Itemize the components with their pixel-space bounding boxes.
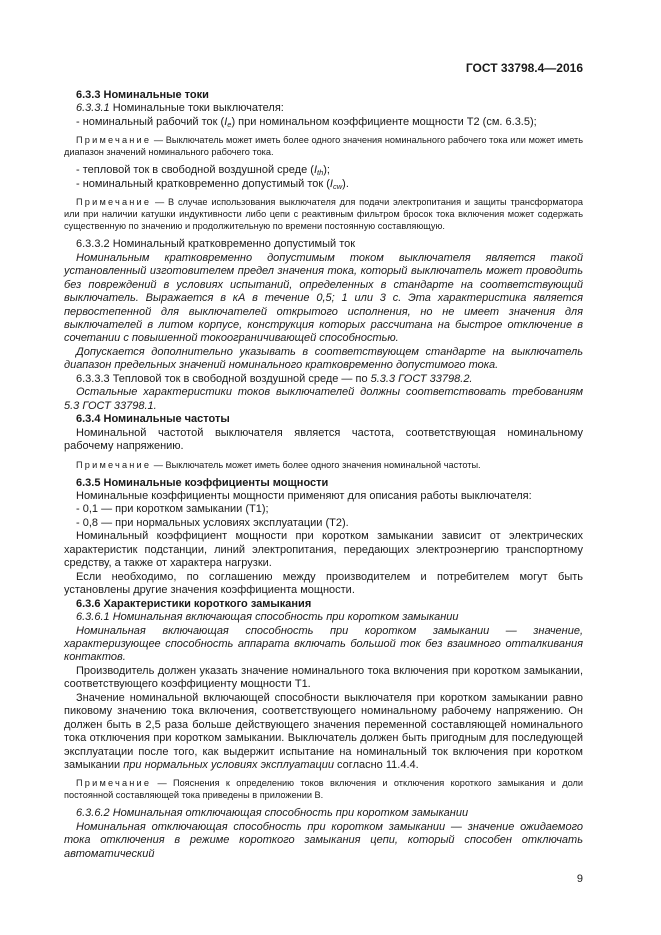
subscript: th: [317, 168, 324, 178]
note: [64, 134, 583, 158]
text: );: [323, 164, 330, 177]
paragraph: Номинальный коэффициент мощности при коротком замыкании зависит от электрических характеристик подстанции, линий электропитания, передающих электроэнергию транспортному средству, а также от характера нагрузки.: [64, 530, 583, 570]
paragraph: Номинальные коэффициенты мощности применяют для описания работы выключателя:: [76, 489, 532, 502]
document-header: ГОСТ 33798.4—2016: [465, 61, 583, 75]
paragraph: [64, 373, 583, 386]
paragraph: [64, 692, 583, 773]
clause-number: 6.3.3.1: [76, 102, 110, 115]
list-item: [64, 164, 583, 177]
note-label: Примечание: [76, 459, 152, 470]
note-label: Примечание: [76, 778, 152, 789]
note-text: — В случае использования выключателя для подачи электропитания и защиты трансформатора или при наличии катушки индуктивности либо цепи с реактивным фильтром бросок тока включения может содержать существенную по значению и продолжительную по времени постоянную составляющую.: [64, 197, 583, 232]
section-heading: 6.3.4 Номинальные частоты: [76, 413, 230, 426]
document-body: [64, 89, 583, 861]
section-heading: 6.3.3 Номинальные токи: [76, 89, 209, 101]
subclause-title: 6.3.3.2 Номинальный кратковременно допустимый ток: [76, 238, 356, 251]
reference: 5.3.3 ГОСТ 33798.2.: [370, 372, 473, 385]
subscript: e: [227, 119, 232, 129]
paragraph: Производитель должен указать значение номинального тока включения при коротком замыкании, соответствующего коэффициенту мощности Т1.: [64, 664, 583, 691]
text: - тепловой ток в свободной воздушной среде (: [76, 164, 314, 177]
definition-paragraph: Номинальная включающая способность при коротком замыкании — значение, характеризующее способность аппарата включать большой ток без взаимного отталкивания контактов.: [64, 624, 583, 664]
note: [64, 459, 583, 471]
note: [64, 196, 583, 232]
section-heading: 6.3.5 Номинальные коэффициенты мощности: [76, 476, 329, 489]
list-item: - 0,1 — при коротком замыкании (Т1);: [76, 503, 269, 516]
note-label: Примечание: [76, 135, 152, 146]
subclause-title: 6.3.6.1 Номинальная включающая способность при коротком замыкании: [76, 611, 459, 624]
section-heading: 6.3.6 Характеристики короткого замыкания: [76, 597, 312, 610]
text: Значение номинальной включающей способности выключателя при коротком замыкании равно пиковому значению тока включения, соответствующего номинальному рабочему напряжению. Он должен быть в 2,5 раза больше действующего значения переменной составляющей номинального тока отключения при коротком замыкании. Выключатель должен быть пригодным для последующей эксплуатации после того, как выдержит испытание на номинальный ток включения при коротком замыкании: [64, 691, 583, 772]
text: согласно 11.4.4.: [334, 759, 419, 772]
list-item: [64, 178, 583, 191]
text: - номинальный рабочий ток (: [76, 115, 225, 128]
note-text: — Выключатель может иметь более одного значения номинального рабочего тока или может иметь диапазон значений номинального рабочего тока.: [64, 135, 583, 158]
definition-paragraph: Номинальным кратковременно допустимым током выключателя является такой установленный изготовителем предел значения тока, который выключатель может проводить без повреждений в условиях испытаний, определенных в стандарте на соответствующий выключатель. Выражается в кА в течение 0,5; 1 или 3 с. Эта характеристика является первостепенной для выключателей открытого исполнения, но не имеет значения для выключателей в литом корпусе, конструкция которых рассчитана на быстрое отключение в сочетании с повышенной токоограничивающей способностью.: [64, 251, 583, 345]
text: 6.3.3.3 Тепловой ток в свободной воздушной среде — по: [76, 372, 371, 385]
symbol: I: [329, 177, 333, 190]
note-label: Примечание: [76, 197, 152, 208]
symbol: I: [224, 115, 228, 128]
emphasis: при нормальных условиях эксплуатации: [123, 759, 334, 772]
text: ).: [342, 177, 349, 190]
note: [64, 777, 583, 801]
paragraph: Остальные характеристики токов выключателей должны соответствовать требованиям 5.3 ГОСТ 33798.1.: [64, 386, 583, 412]
definition-paragraph: Номинальная отключающая способность при коротком замыкании — значение ожидаемого тока отключения в режиме короткого замыкания цепи, который способен отключать автоматический: [64, 820, 583, 860]
paragraph: Номинальной частотой выключателя является частота, соответствующая номинальному рабочему напряжению.: [64, 426, 583, 453]
subscript: cw: [332, 181, 343, 191]
note-text: — Пояснения к определению токов включения и отключения короткого замыкания и доли постоянной составляющей тока приведены в приложении В.: [64, 778, 583, 801]
list-item: - 0,8 — при нормальных условиях эксплуатации (Т2).: [76, 516, 349, 529]
paragraph: [64, 102, 583, 115]
subclause-title: 6.3.6.2 Номинальная отключающая способность при коротком замыкании: [76, 807, 469, 820]
paragraph: Если необходимо, по соглашению между производителем и потребителем могут быть установлены другие значения коэффициента мощности.: [64, 570, 583, 597]
page-number: 9: [576, 873, 583, 886]
symbol: I: [313, 164, 317, 177]
text: ) при номинальном коэффициенте мощности Т2 (см. 6.3.5);: [231, 115, 537, 128]
text: - номинальный кратковременно допустимый ток (: [76, 177, 330, 190]
paragraph: Допускается дополнительно указывать в соответствующем стандарте на выключатель диапазон предельных значений номинального кратковременно допустимого тока.: [64, 345, 583, 372]
list-item: [64, 116, 583, 129]
note-text: — Выключатель может иметь более одного значения номинальной частоты.: [151, 459, 481, 470]
text: Номинальные токи выключателя:: [109, 102, 284, 115]
